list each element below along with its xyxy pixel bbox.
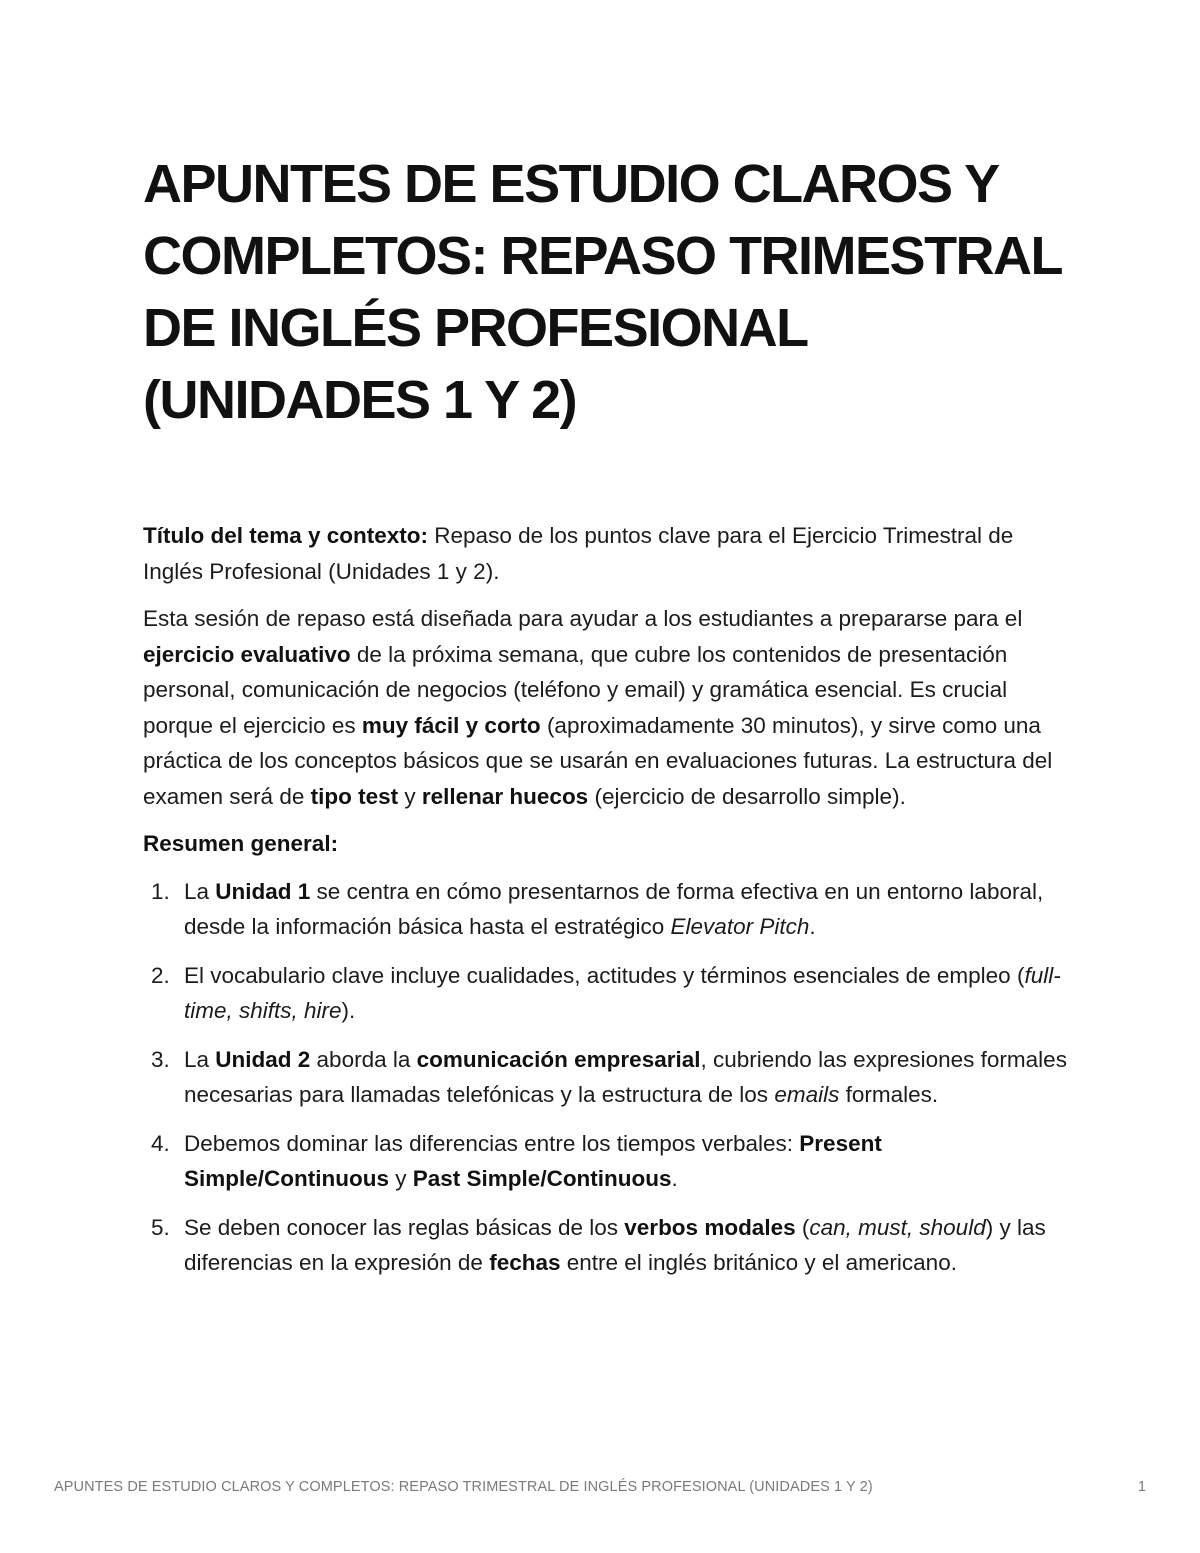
summary-item-1 [143,874,1073,945]
page-number: 1 [1137,1479,1146,1495]
description-text: de la próxima semana, que cubre los contenidos de presentación personal, comunicación de negocios (teléfono y email) y gramática esencial. Es crucial porque el ejercicio es [143,641,1008,738]
description-bold: ejercicio evaluativo [143,641,351,667]
summary-heading [143,826,1073,862]
item-text: La [184,1046,216,1072]
description-text: y [398,783,422,809]
item-text: , cubriendo las expresiones formales necesarias para llamadas telefónicas y la estructura de los [184,1046,1067,1107]
item-bold: comunicación empresarial [416,1046,701,1072]
description-bold: muy fácil y corto [361,712,541,738]
list-number: 5. [151,1214,170,1240]
item-bold: verbos modales [624,1214,796,1240]
item-text: El vocabulario clave incluye cualidades, actitudes y términos esenciales de empleo ( [184,962,1025,988]
summary-item-5 [143,1210,1073,1281]
topic-label: Título del tema y contexto: [143,523,429,548]
summary-list [143,874,1073,1281]
item-italic: emails [774,1082,840,1107]
item-text: ) y las diferencias en la expresión de [184,1214,1046,1275]
item-bold: Unidad 2 [215,1046,311,1072]
summary-item-4 [143,1126,1073,1197]
item-italic: Elevator Pitch [670,914,810,939]
description-paragraph [143,601,1073,814]
item-text: entre el inglés británico y el americano. [560,1250,957,1275]
topic-paragraph [143,518,1073,589]
item-text: . [671,1166,678,1191]
list-number: 4. [151,1130,170,1156]
item-text: formales. [839,1082,939,1107]
item-text: Se deben conocer las reglas básicas de los [184,1214,625,1240]
footer-title: APUNTES DE ESTUDIO CLAROS Y COMPLETOS: REPASO TRIMESTRAL DE INGLÉS PROFESIONAL (UNIDADES 1 Y 2) [54,1479,873,1495]
document-body [143,518,1073,1294]
description-text: Esta sesión de repaso está diseñada para ayudar a los estudiantes a prepararse para el [143,606,1023,631]
page-title: APUNTES DE ESTUDIO CLAROS Y COMPLETOS: REPASO TRIMESTRAL DE INGLÉS PROFESIONAL (UNIDADES 1 Y 2) [143,154,1062,430]
summary-item-2 [143,958,1073,1029]
item-italic: full-time, shifts, hire [184,962,1061,1023]
item-bold: fechas [489,1250,561,1275]
item-text: aborda la [310,1046,417,1072]
description-bold: rellenar huecos [421,783,589,809]
list-number: 3. [151,1046,170,1072]
list-number: 1. [151,878,170,904]
item-text: La [184,878,216,904]
description-bold: tipo test [310,783,399,809]
list-number: 2. [151,962,170,988]
topic-text: Repaso de los puntos clave para el Ejercicio Trimestral de Inglés Profesional (Unidades 1 y 2). [143,523,1014,584]
item-italic: can, must, should [809,1214,986,1240]
item-text: ( [795,1214,810,1240]
item-text: se centra en cómo presentarnos de forma efectiva en un entorno laboral, desde la información básica hasta el estratégico [184,878,1044,939]
summary-item-3 [143,1042,1073,1113]
description-text: (aproximadamente 30 minutos), y sirve como una práctica de los conceptos básicos que se usarán en evaluaciones futuras. La estructura del examen será de [143,712,1053,809]
item-text: Debemos dominar las diferencias entre los tiempos verbales: [184,1130,800,1156]
item-text: y [389,1166,413,1191]
item-bold: Past Simple/Continuous [412,1166,672,1191]
item-bold: Present Simple/Continuous [184,1130,882,1191]
item-bold: Unidad 1 [215,878,311,904]
summary-heading-text: Resumen general: [143,831,339,856]
description-text: (ejercicio de desarrollo simple). [588,783,906,809]
item-text: . [809,914,816,939]
item-text: ). [341,998,356,1023]
